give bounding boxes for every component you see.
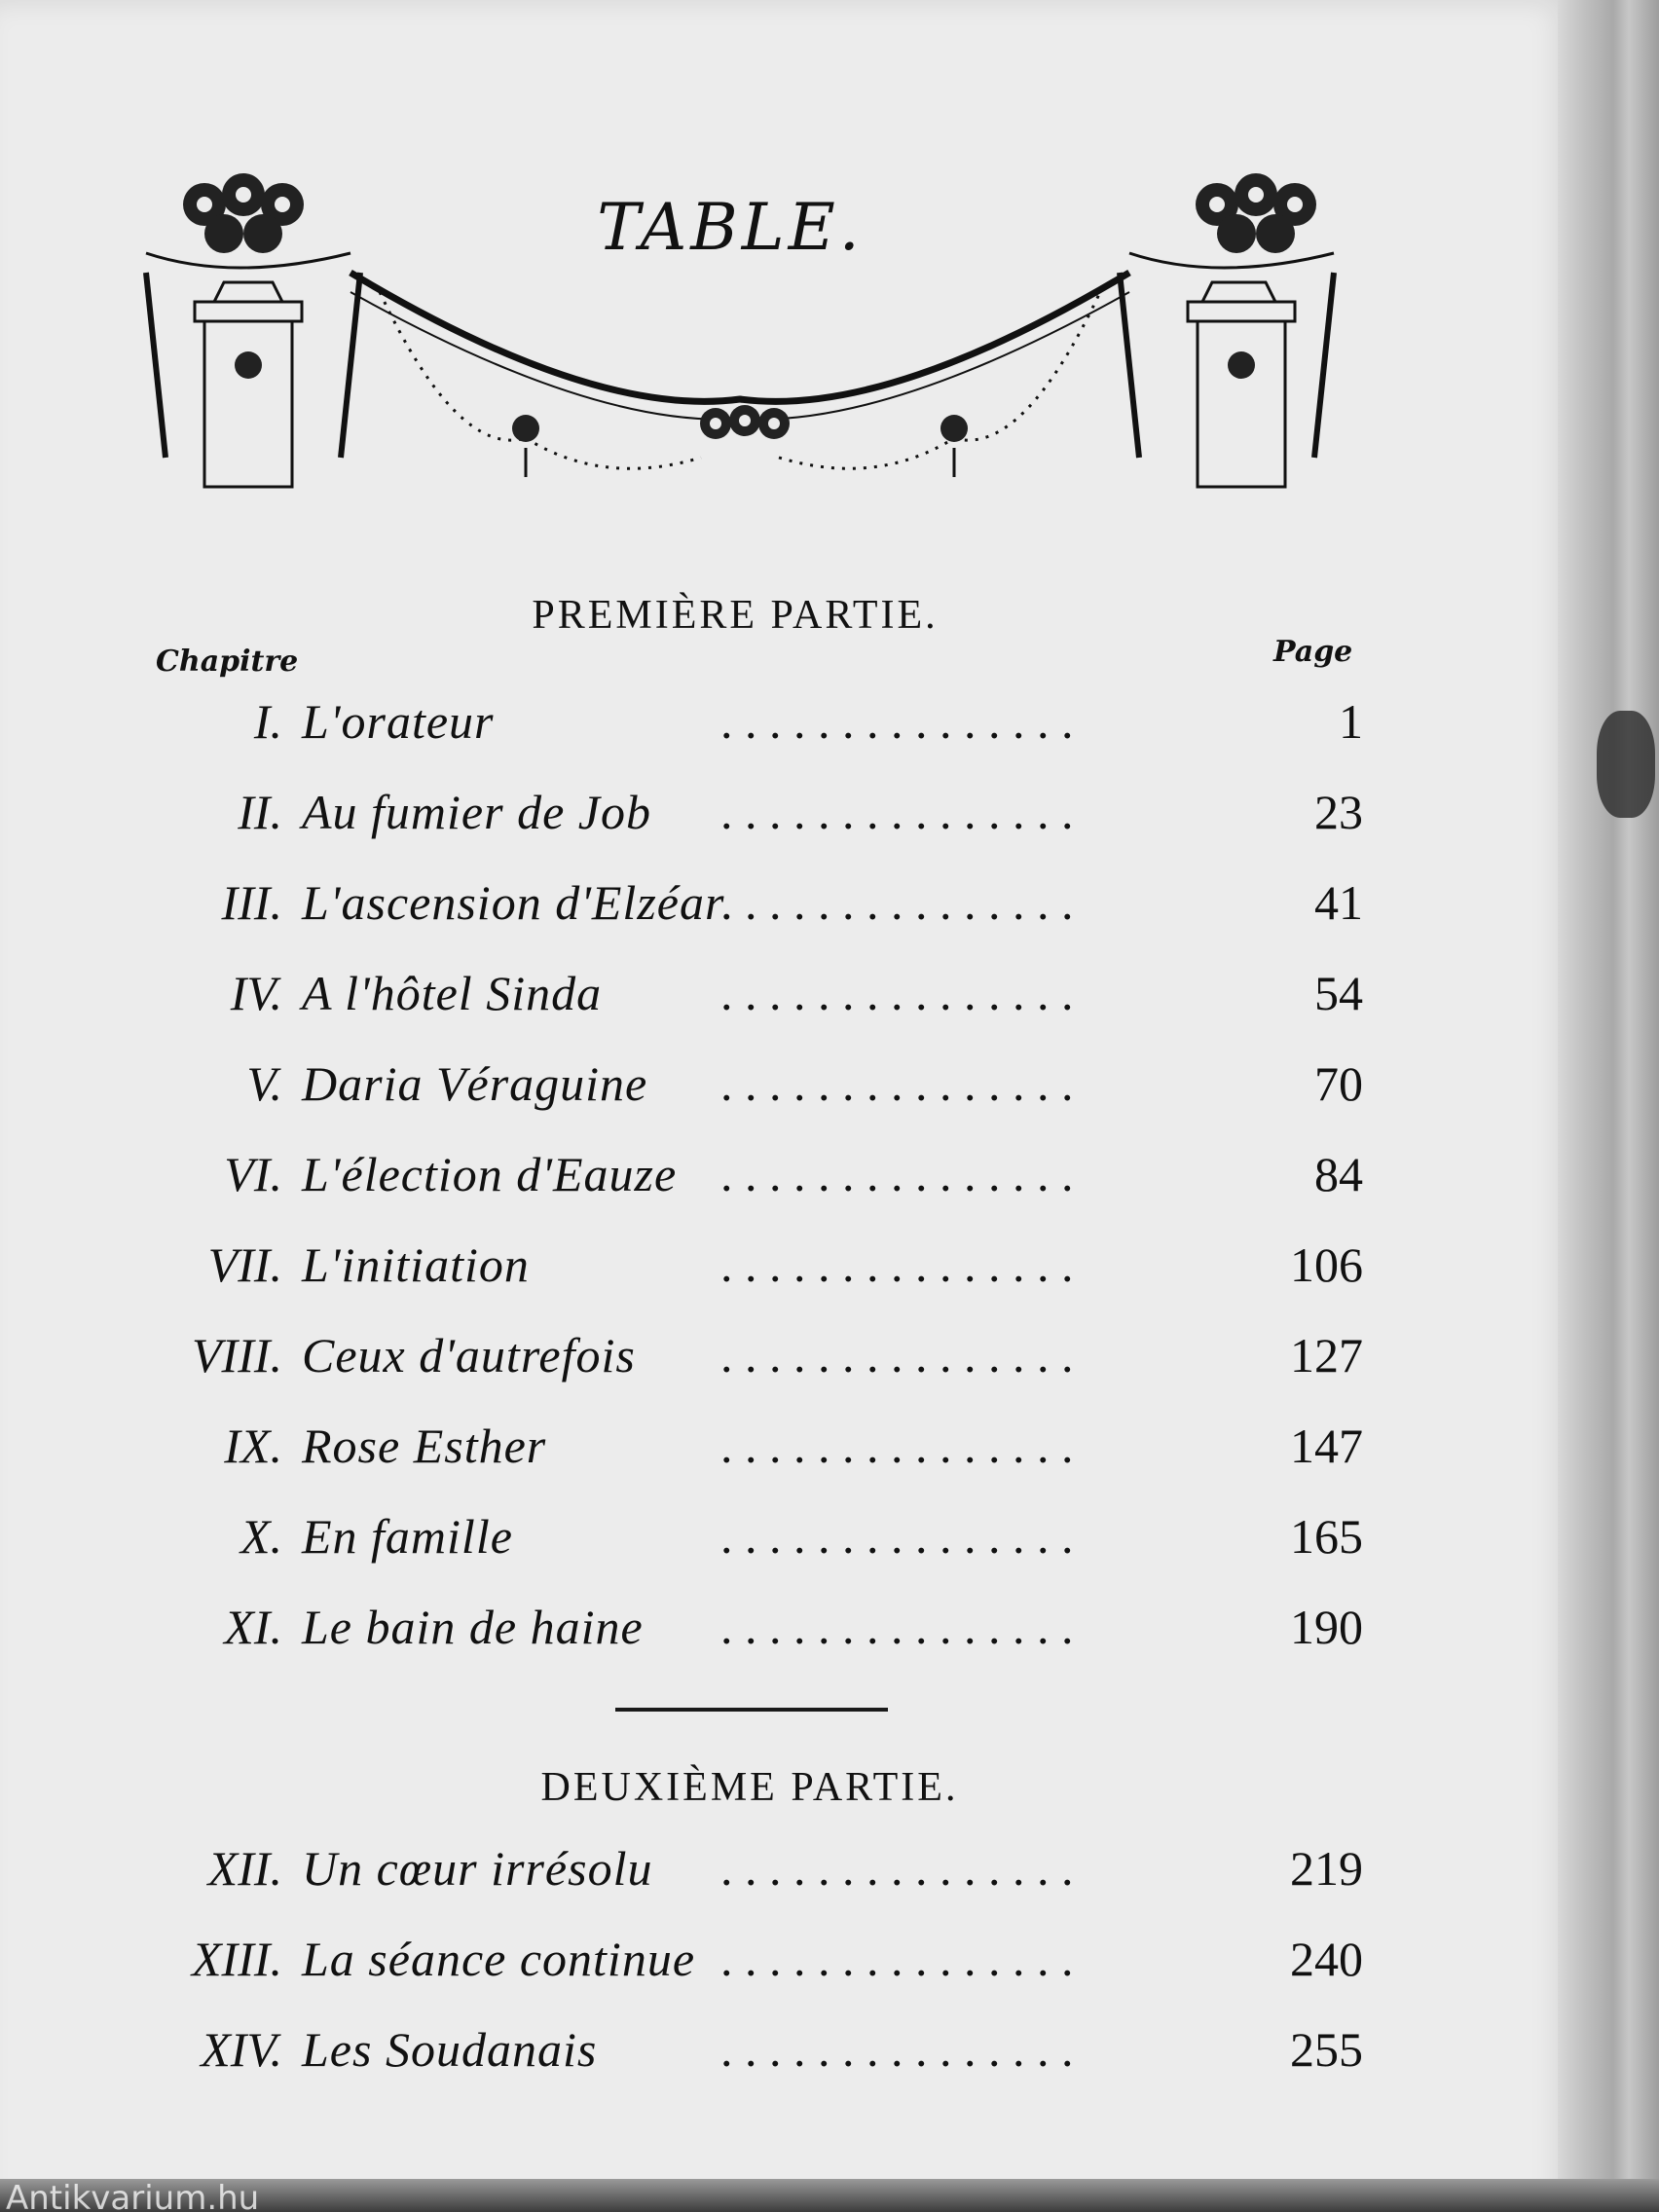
chapter-numeral: VIII. [192, 1328, 282, 1382]
toc-entry [0, 1236, 1421, 1314]
dot-leaders: . . . . . . . . . . . . . . . [720, 1056, 1074, 1111]
toc-entry [0, 1055, 1421, 1133]
page-number: 54 [1314, 966, 1363, 1020]
page-number: 240 [1290, 1932, 1363, 1986]
chapter-numeral: I. [253, 694, 282, 749]
toc-entry [0, 693, 1421, 771]
page-number: 190 [1290, 1600, 1363, 1654]
dot-leaders: . . . . . . . . . . . . . . . [720, 966, 1074, 1020]
toc-entry [0, 965, 1421, 1043]
chapter-title: Les Soudanais [302, 2022, 598, 2077]
page-number: 255 [1290, 2022, 1363, 2077]
chapter-title: Rose Esther [302, 1419, 547, 1473]
chapter-numeral: VI. [224, 1147, 282, 1201]
toc-entry [0, 1599, 1421, 1677]
page-number: 127 [1290, 1328, 1363, 1382]
dot-leaders: . . . . . . . . . . . . . . . [720, 1147, 1074, 1201]
section-divider [615, 1708, 888, 1712]
toc-entry [0, 1418, 1421, 1495]
page-number: 70 [1314, 1056, 1363, 1111]
chapter-numeral: XI. [224, 1600, 282, 1654]
chapter-numeral: IV. [230, 966, 282, 1020]
chapter-title: L'initiation [302, 1237, 530, 1292]
chapter-numeral: XIII. [192, 1932, 282, 1986]
dot-leaders: . . . . . . . . . . . . . . . [720, 1419, 1074, 1473]
page-number: 1 [1339, 694, 1363, 749]
dot-leaders: . . . . . . . . . . . . . . . [720, 1237, 1074, 1292]
toc-entry [0, 1931, 1421, 2009]
page-number: 165 [1290, 1509, 1363, 1564]
page-number: 41 [1314, 875, 1363, 930]
dot-leaders: . . . . . . . . . . . . . . . [720, 1600, 1074, 1654]
chapter-numeral: XIV. [201, 2022, 282, 2077]
chapter-title: La séance continue [302, 1932, 696, 1986]
column-label-chapter: Chapitre [156, 645, 299, 679]
dot-leaders: . . . . . . . . . . . . . . . [720, 694, 1074, 749]
chapter-title: Au fumier de Job [302, 785, 651, 839]
toc-entry [0, 874, 1421, 952]
chapter-title: Le bain de haine [302, 1600, 644, 1654]
dot-leaders: . . . . . . . . . . . . . . . [720, 2022, 1074, 2077]
chapter-title: Un cœur irrésolu [302, 1841, 653, 1896]
toc-entry [0, 1840, 1421, 1918]
page-edge-stack [1558, 0, 1659, 2212]
chapter-numeral: XII. [207, 1841, 282, 1896]
dot-leaders: . . . . . . . . . . . . . . . [720, 875, 1074, 930]
chapter-numeral: II. [238, 785, 282, 839]
chapter-numeral: III. [221, 875, 282, 930]
page-number: 84 [1314, 1147, 1363, 1201]
part-heading-second: DEUXIÈME PARTIE. [540, 1765, 959, 1810]
page-number: 219 [1290, 1841, 1363, 1896]
page-title: TABLE. [597, 190, 864, 265]
chapter-title: L'élection d'Eauze [302, 1147, 678, 1201]
chapter-numeral: IX. [224, 1419, 282, 1473]
watermark-text: Antikvarium.hu [6, 2179, 260, 2212]
chapter-title: Ceux d'autrefois [302, 1328, 636, 1382]
chapter-title: En famille [302, 1509, 513, 1564]
toc-entry [0, 1327, 1421, 1405]
column-label-page: Page [1273, 635, 1353, 669]
chapter-title: Daria Véraguine [302, 1056, 648, 1111]
page-number: 23 [1314, 785, 1363, 839]
dot-leaders: . . . . . . . . . . . . . . . [720, 1841, 1074, 1896]
part-heading-first: PREMIÈRE PARTIE. [532, 593, 939, 638]
page-number: 106 [1290, 1237, 1363, 1292]
dot-leaders: . . . . . . . . . . . . . . . [720, 1932, 1074, 1986]
toc-entry [0, 2021, 1421, 2099]
chapter-numeral: X. [240, 1509, 282, 1564]
dot-leaders: . . . . . . . . . . . . . . . [720, 1328, 1074, 1382]
chapter-numeral: VII. [207, 1237, 282, 1292]
chapter-title: L'ascension d'Elzéar [302, 875, 725, 930]
chapter-numeral: V. [246, 1056, 282, 1111]
toc-entry [0, 1508, 1421, 1586]
page-number: 147 [1290, 1419, 1363, 1473]
toc-entry [0, 1146, 1421, 1224]
chapter-title: A l'hôtel Sinda [302, 966, 603, 1020]
edge-stain [1597, 711, 1655, 818]
dot-leaders: . . . . . . . . . . . . . . . [720, 1509, 1074, 1564]
chapter-title: L'orateur [302, 694, 495, 749]
toc-entry [0, 784, 1421, 862]
dot-leaders: . . . . . . . . . . . . . . . [720, 785, 1074, 839]
